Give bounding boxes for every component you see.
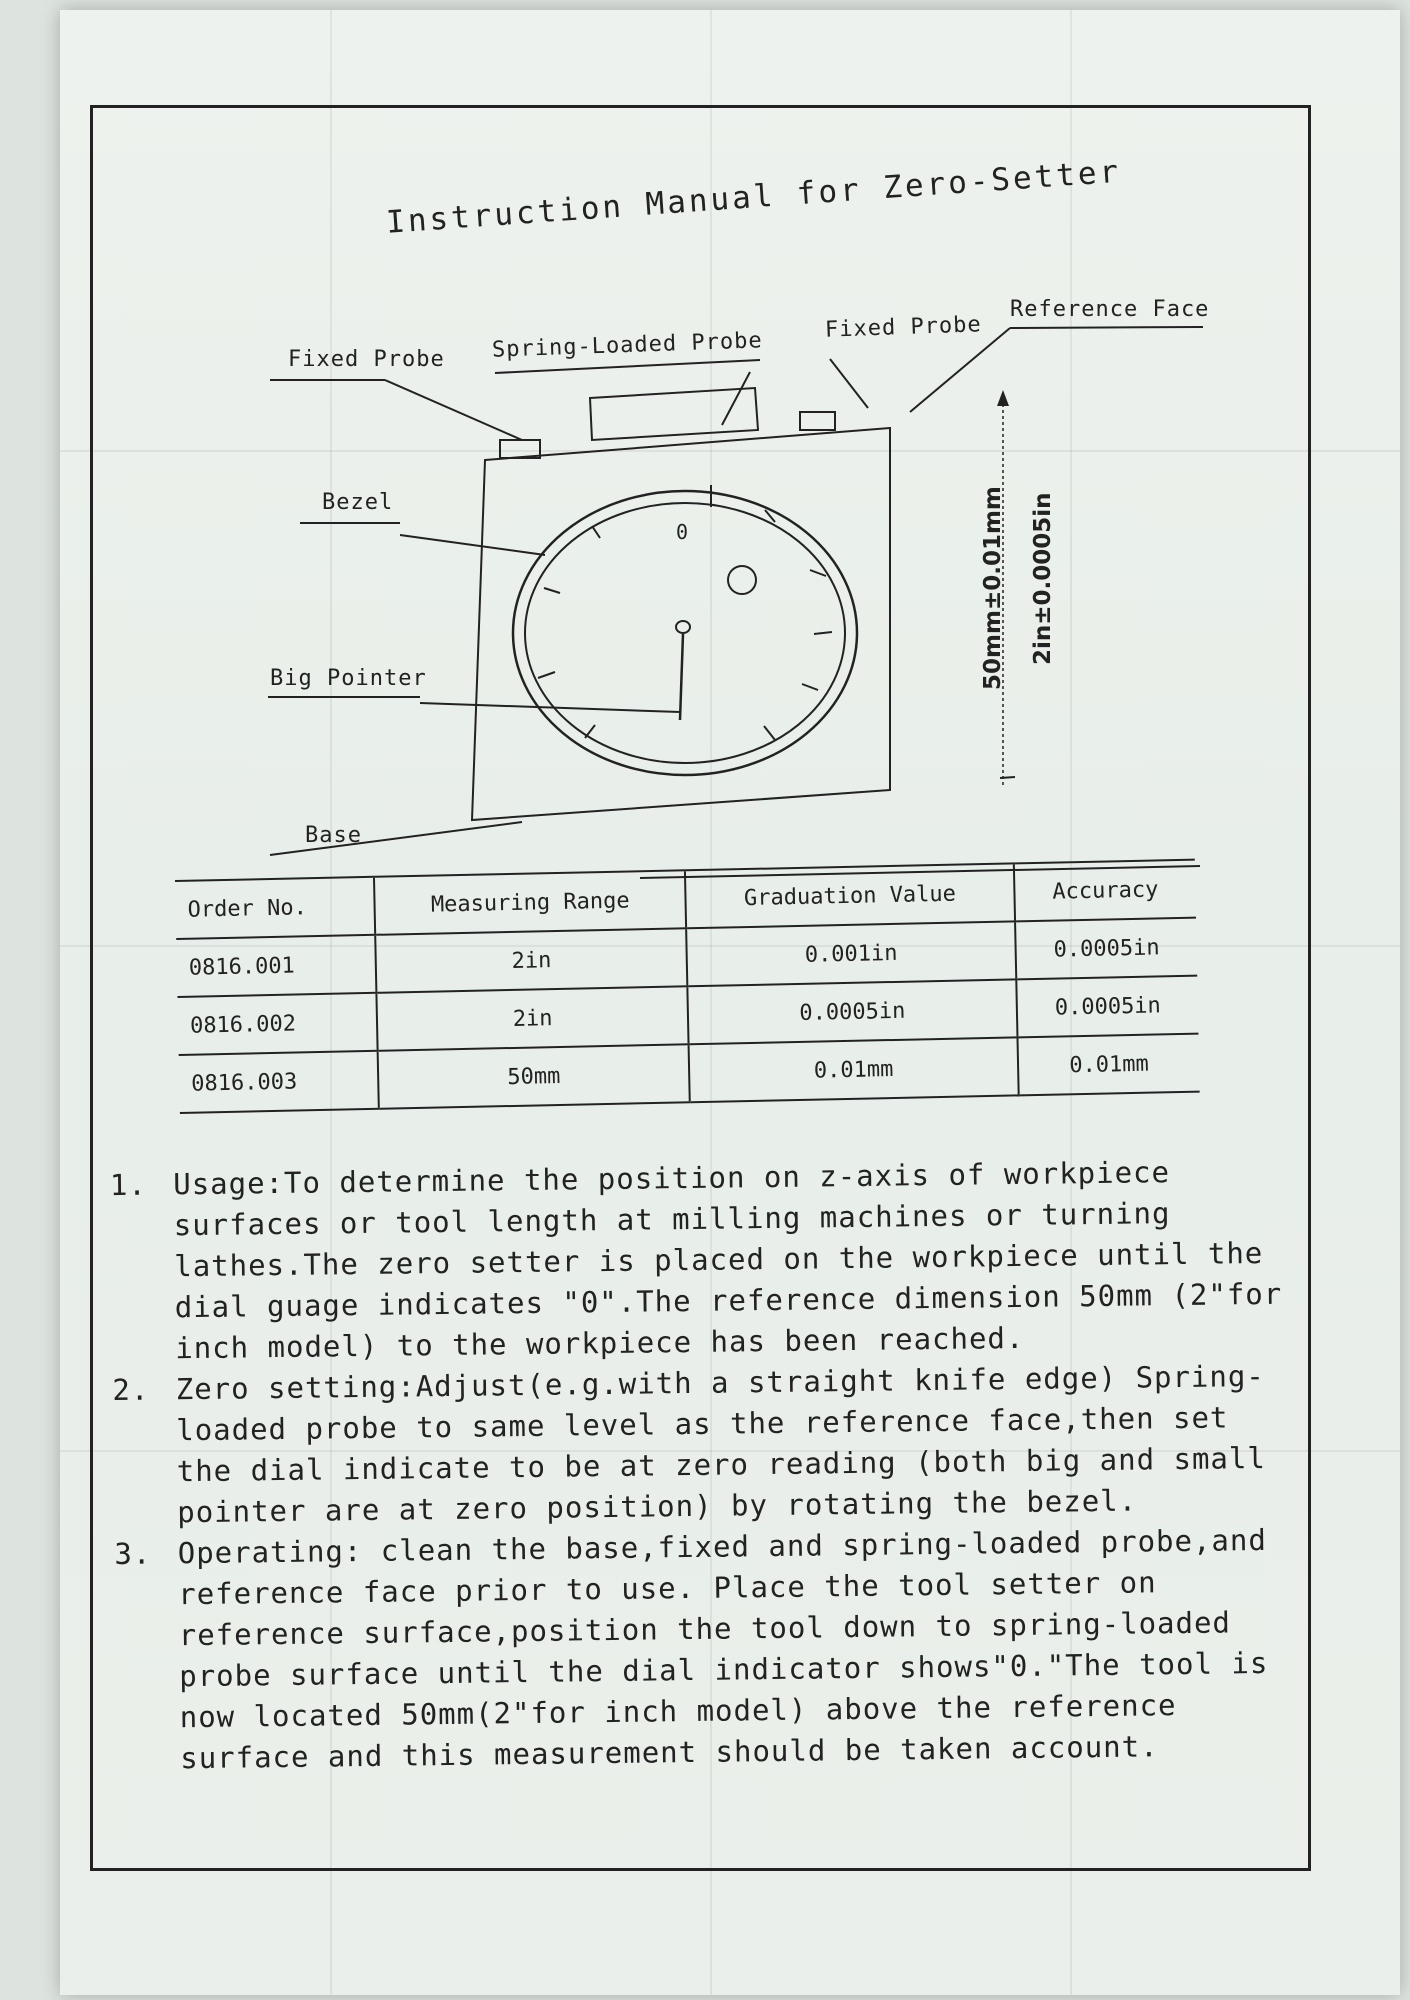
instruction-list xyxy=(115,1151,1292,1780)
cell-accuracy: 0.01mm xyxy=(1017,1034,1199,1096)
cell-accuracy: 0.0005in xyxy=(1015,918,1197,980)
leader-spring-loaded-probe xyxy=(722,372,750,425)
cell-measuring-range: 2in xyxy=(376,928,688,992)
header-accuracy: Accuracy xyxy=(1014,860,1196,922)
height-inch-label: 2in±0.0005in xyxy=(1030,492,1056,665)
dial-zero-mark: 0 xyxy=(676,520,690,544)
leader-fixed-probe-left xyxy=(385,380,522,440)
fixed-probe-right xyxy=(800,412,835,430)
header-order-no: Order No. xyxy=(175,877,376,939)
cell-order-no: 0816.002 xyxy=(177,993,378,1055)
cell-measuring-range: 2in xyxy=(377,986,689,1050)
cell-order-no: 0816.003 xyxy=(179,1051,380,1113)
height-metric-label: 50mm±0.01mm xyxy=(980,486,1006,690)
label-base: Base xyxy=(305,823,362,848)
small-pointer-dial xyxy=(728,566,756,594)
cell-measuring-range: 50mm xyxy=(378,1044,690,1108)
cell-order-no: 0816.001 xyxy=(176,935,377,997)
setter-body xyxy=(472,428,890,820)
leader-fixed-probe-right xyxy=(830,359,868,408)
label-bezel: Bezel xyxy=(322,490,394,515)
leader-bezel xyxy=(400,535,545,555)
page-title: Instruction Manual for Zero-Setter xyxy=(385,153,1123,241)
spring-loaded-probe xyxy=(590,388,758,440)
instruction-zero-setting: 2. Zero setting:Adjust(e.g.with a straight knife edge) Spring-loaded probe to same level as the reference face,then set the dial indicate to be at zero reading (both big and small pointer are at zero position) by rotating the bezel. xyxy=(168,1356,1290,1534)
cell-graduation-value: 0.0005in xyxy=(687,979,1017,1044)
instruction-usage: 1. Usage:To determine the position on z-axis of workpiece surfaces or tool length at milling machines or turning lathes.The zero setter is placed on the workpiece until the dial guage indicates "0".The reference dimension 50mm (2"for inch model) to the workpiece has been reached. xyxy=(165,1151,1287,1370)
leader-reference-face xyxy=(910,328,1010,412)
specification-table xyxy=(175,859,1200,1114)
cell-graduation-value: 0.01mm xyxy=(689,1037,1019,1102)
label-spring-loaded-probe: Spring-Loaded Probe xyxy=(491,328,764,363)
instructions-section xyxy=(115,1151,1292,1780)
header-measuring-range: Measuring Range xyxy=(374,870,686,934)
instruction-operating: 3. Operating: clean the base,fixed and spring-loaded probe,and reference face prior to use. Place the tool setter on reference surface,position the tool down to spring-loaded probe surface until the dial indicator shows"0."The tool is now located 50mm(2"for inch model) above the reference surface and this measurement should be taken account. xyxy=(170,1520,1293,1780)
cell-graduation-value: 0.001in xyxy=(686,921,1016,986)
header-graduation-value: Graduation Value xyxy=(685,863,1015,928)
label-reference-face: Reference Face xyxy=(1010,297,1210,322)
label-fixed-probe-right: Fixed Probe xyxy=(824,312,983,343)
big-pointer-needle xyxy=(680,634,683,720)
label-fixed-probe-left: Fixed Probe xyxy=(288,347,445,372)
label-big-pointer: Big Pointer xyxy=(270,666,427,691)
pointer-pivot xyxy=(676,621,690,633)
cell-accuracy: 0.0005in xyxy=(1016,976,1198,1038)
